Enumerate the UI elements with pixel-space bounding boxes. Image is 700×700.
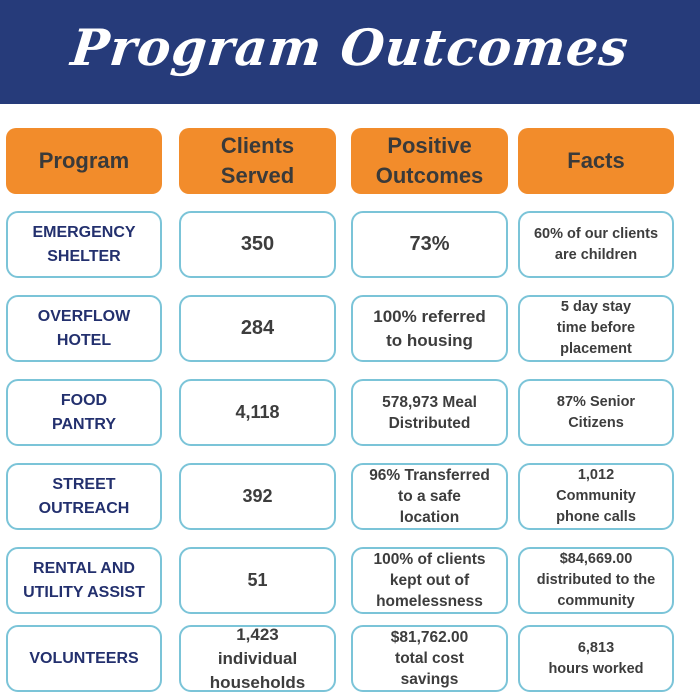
fact-cell: $84,669.00 distributed to the community — [518, 547, 674, 614]
outcome-cell: 73% — [351, 211, 508, 278]
page-title: Program Outcomes — [68, 18, 632, 77]
program-cell: FOOD PANTRY — [6, 379, 162, 446]
program-cell: STREET OUTREACH — [6, 463, 162, 530]
outcome-cell: 100% of clients kept out of homelessness — [351, 547, 508, 614]
outcome-cell: 578,973 Meal Distributed — [351, 379, 508, 446]
outcome-cell: $81,762.00 total cost savings — [351, 625, 508, 692]
outcome-cell: 100% referred to housing — [351, 295, 508, 362]
program-cell: EMERGENCY SHELTER — [6, 211, 162, 278]
clients-cell: 51 — [179, 547, 336, 614]
header-program: Program — [6, 128, 162, 194]
program-cell: RENTAL AND UTILITY ASSIST — [6, 547, 162, 614]
fact-cell: 5 day stay time before placement — [518, 295, 674, 362]
clients-cell: 350 — [179, 211, 336, 278]
header-facts: Facts — [518, 128, 674, 194]
header-positive-outcomes: Positive Outcomes — [351, 128, 508, 194]
program-cell: VOLUNTEERS — [6, 625, 162, 692]
clients-cell: 284 — [179, 295, 336, 362]
fact-cell: 6,813 hours worked — [518, 625, 674, 692]
clients-cell: 4,118 — [179, 379, 336, 446]
clients-cell: 392 — [179, 463, 336, 530]
program-cell: OVERFLOW HOTEL — [6, 295, 162, 362]
title-banner — [0, 0, 700, 104]
clients-cell: 1,423 individual households — [179, 625, 336, 692]
header-clients-served: Clients Served — [179, 128, 336, 194]
fact-cell: 1,012 Community phone calls — [518, 463, 674, 530]
fact-cell: 87% Senior Citizens — [518, 379, 674, 446]
outcome-cell: 96% Transferred to a safe location — [351, 463, 508, 530]
fact-cell: 60% of our clients are children — [518, 211, 674, 278]
